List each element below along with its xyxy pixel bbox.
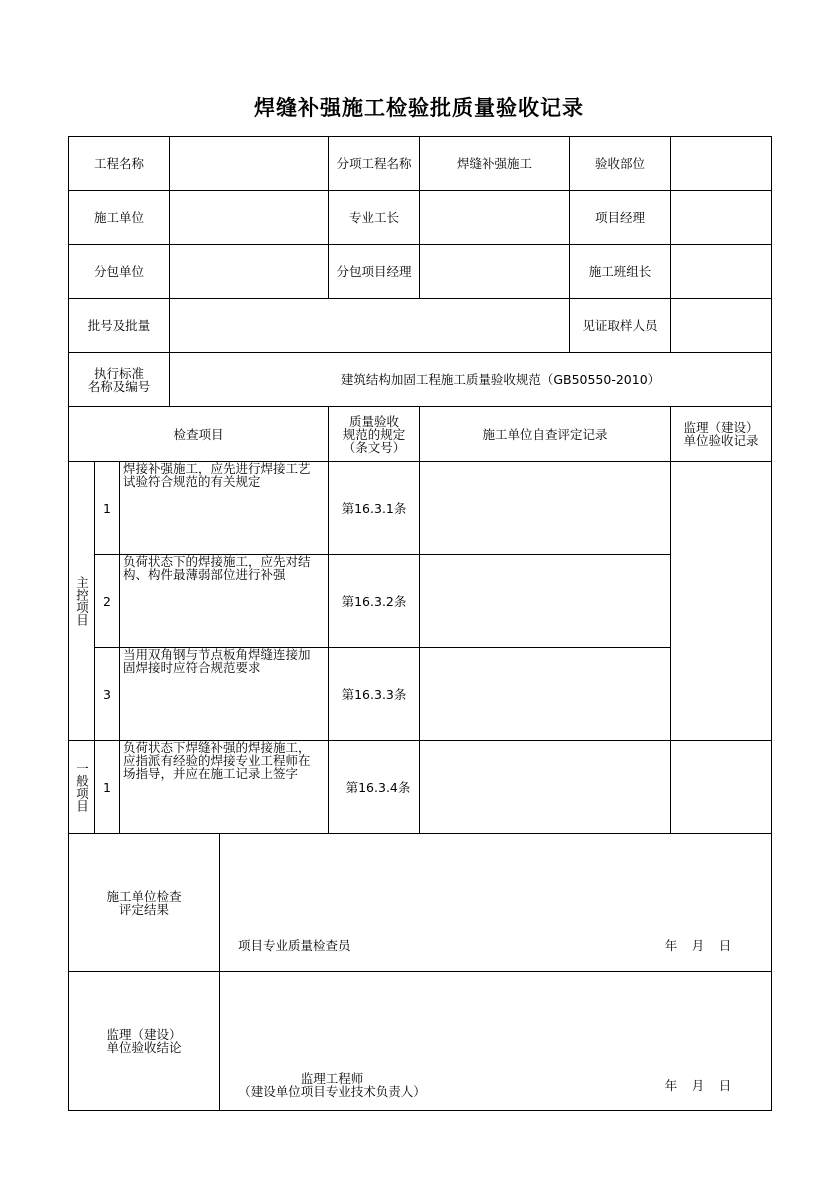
grid-line	[771, 136, 772, 1111]
item-clause: 第16.3.2条	[341, 593, 407, 609]
team-leader-label: 施工班组长	[588, 264, 652, 279]
supervision-header-line: 监理（建设）	[683, 420, 759, 435]
item-self-check[interactable]	[420, 462, 670, 554]
item-no: 2	[103, 593, 111, 609]
item-description-line: 试验符合规范的有关规定	[123, 474, 261, 489]
page-title: 焊缝补强施工检验批质量验收记录	[254, 96, 584, 120]
item-description-line: 负荷状态下焊缝补强的焊接施工，	[123, 740, 311, 755]
supervision-conclusion-label	[69, 972, 219, 1110]
standard-label	[69, 353, 169, 406]
foreman-label: 专业工长	[348, 210, 399, 225]
acceptance-part-label: 验收部位	[594, 156, 645, 171]
subcontract-manager-value[interactable]	[420, 245, 569, 298]
standard-value: 建筑结构加固工程施工质量验收规范（GB50550-2010）	[340, 372, 661, 387]
item-description	[120, 648, 328, 740]
item-description-line: 焊接补强施工，应先进行焊接工艺	[123, 461, 311, 476]
item-description-line: 构、构件最薄弱部位进行补强	[123, 567, 286, 582]
spec-header	[329, 407, 419, 461]
item-description-line: 应指派有经验的焊接专业工程师在	[123, 753, 311, 768]
construction-unit-label: 施工单位	[93, 210, 144, 225]
grid-line	[68, 1110, 772, 1111]
engineer-label	[232, 1070, 432, 1100]
supervision-conclusion-area[interactable]	[220, 972, 771, 1067]
date-month: 月	[691, 1077, 705, 1093]
project-name-value[interactable]	[170, 137, 328, 190]
date-year: 年	[664, 937, 678, 953]
item-clause: 第16.3.3条	[341, 686, 407, 702]
engineer-line: （建设单位项目专业技术负责人）	[238, 1084, 426, 1099]
general-label	[69, 741, 94, 833]
team-leader-value[interactable]	[671, 245, 771, 298]
item-clause: 第16.3.4条	[345, 779, 411, 795]
engineer-line: 监理工程师	[300, 1071, 364, 1086]
inspector-label: 项目专业质量检查员	[238, 937, 351, 953]
construction-result-area[interactable]	[220, 834, 771, 934]
supervision-conclusion-line: 单位验收结论	[106, 1040, 182, 1055]
general-label-text: 一般项目	[74, 762, 90, 812]
item-self-check[interactable]	[420, 741, 670, 833]
batch-label: 批号及批量	[87, 318, 151, 333]
subcontract-unit-value[interactable]	[170, 245, 328, 298]
witness-label: 见证取样人员	[582, 318, 658, 333]
item-clause: 第16.3.1条	[341, 500, 407, 516]
sub-project-value[interactable]: 焊缝补强施工	[456, 156, 532, 171]
item-no: 1	[103, 500, 111, 516]
date-year: 年	[664, 1077, 678, 1093]
item-description-line: 固焊接时应符合规范要求	[123, 660, 261, 675]
batch-value[interactable]	[170, 299, 569, 352]
standard-label-line: 名称及编号	[87, 378, 151, 394]
spec-header-line: （条文号）	[342, 439, 406, 455]
construction-result-line: 评定结果	[118, 901, 169, 917]
construction-unit-value[interactable]	[170, 191, 328, 244]
spec-header-line: 质量验收	[348, 413, 399, 429]
main-control-label	[69, 462, 94, 740]
self-check-header: 施工单位自查评定记录	[482, 426, 608, 442]
item-description	[120, 741, 328, 833]
supervision-header	[671, 407, 771, 461]
date-day: 日	[718, 1077, 732, 1093]
construction-result-label	[69, 834, 219, 971]
item-self-check[interactable]	[420, 648, 670, 740]
project-name-label: 工程名称	[93, 156, 144, 171]
supervision-header-line: 单位验收记录	[683, 433, 759, 448]
witness-value[interactable]	[671, 299, 771, 352]
standard-label-line: 执行标准	[93, 365, 144, 381]
acceptance-part-value[interactable]	[671, 137, 771, 190]
foreman-value[interactable]	[420, 191, 569, 244]
item-self-check[interactable]	[420, 555, 670, 647]
project-manager-value[interactable]	[671, 191, 771, 244]
construction-result-line: 施工单位检查	[106, 888, 182, 904]
date-month: 月	[691, 937, 705, 953]
project-manager-label: 项目经理	[594, 210, 645, 225]
main-control-supervision[interactable]	[671, 462, 771, 740]
subcontract-manager-label: 分包项目经理	[336, 264, 412, 279]
main-control-label-text: 主控项目	[74, 576, 90, 626]
subcontract-unit-label: 分包单位	[93, 264, 144, 279]
item-description-line: 当用双角钢与节点板角焊缝连接加	[123, 647, 311, 662]
spec-header-line: 规范的规定	[342, 426, 406, 442]
item-description	[120, 555, 328, 647]
sub-project-label: 分项工程名称	[336, 156, 412, 171]
check-item-header: 检查项目	[173, 426, 224, 442]
supervision-conclusion-line: 监理（建设）	[106, 1027, 182, 1042]
item-no: 1	[103, 779, 111, 795]
item-description-line: 负荷状态下的焊接施工，应先对结	[123, 554, 311, 569]
general-supervision[interactable]	[671, 741, 771, 833]
item-description	[120, 462, 328, 554]
item-no: 3	[103, 686, 111, 702]
date-day: 日	[718, 937, 732, 953]
item-description-line: 场指导，并应在施工记录上签字	[123, 766, 299, 781]
